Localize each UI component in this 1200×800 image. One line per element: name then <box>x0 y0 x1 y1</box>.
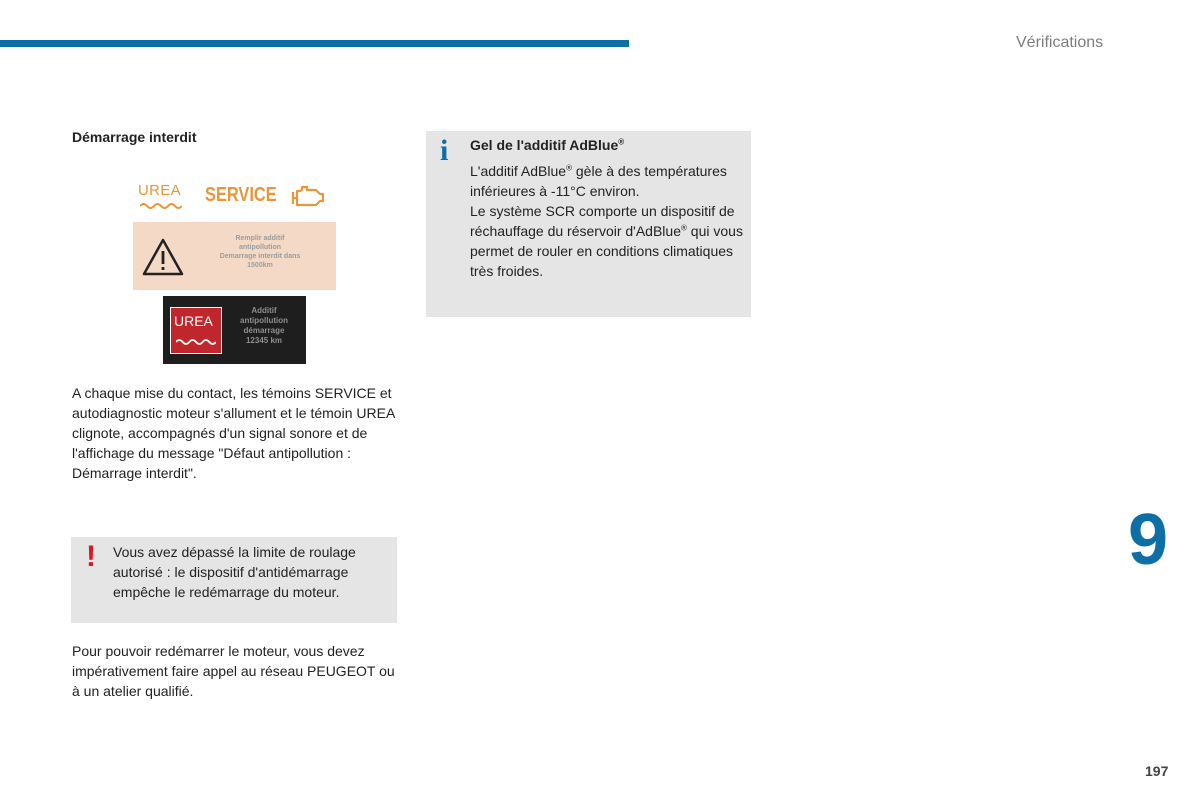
urea-lamp-label: UREA <box>138 182 181 199</box>
urea-waves-icon <box>176 338 216 346</box>
startup-paragraph: A chaque mise du contact, les témoins SERVICE et autodiagnostic moteur s'allument et le témoin UREA clignote, accompagnés d'un signal sonore et de l'affichage du message "Défaut antipollution : Démarrage interdit". <box>72 385 395 481</box>
message-line: Remplir additif <box>235 235 285 242</box>
urea-panel-line: 12345 km <box>245 336 283 345</box>
exclamation-icon: ! <box>86 540 96 573</box>
warning-callout-text: Vous avez dépassé la limite de roulage autorisé : le dispositif d'antidémarrage empêche le redémarrage du moteur. <box>113 544 356 600</box>
info-callout <box>426 131 751 317</box>
urea-panel-text <box>227 306 301 346</box>
engine-check-icon <box>288 182 328 212</box>
message-line: Demarrage interdit dans <box>219 253 301 260</box>
restart-paragraph: Pour pouvoir redémarrer le moteur, vous devez impérativement faire appel au réseau PEUGEOT ou à un atelier qualifié. <box>72 643 395 699</box>
urea-badge <box>170 307 222 354</box>
section-title: Vérifications <box>1016 34 1104 51</box>
warning-triangle-icon <box>142 237 184 277</box>
message-line: 1500km <box>247 262 273 269</box>
urea-badge-label: UREA <box>174 313 213 329</box>
service-lamp-label: SERVICE <box>205 184 277 206</box>
header-accent-bar <box>0 40 629 47</box>
warning-callout <box>71 537 397 623</box>
warning-lamps-row <box>138 182 338 212</box>
urea-panel-line: Additif <box>251 306 277 315</box>
chapter-number: 9 <box>1128 500 1169 580</box>
urea-panel-line: démarrage <box>243 326 285 335</box>
page-number: 197 <box>1145 763 1169 779</box>
message-panel-text <box>195 234 325 270</box>
info-body-paragraph: L'additif AdBlue® gèle à des températures inférieures à -11°C environ. <box>470 163 727 199</box>
message-line: antipollution <box>239 244 281 251</box>
info-body-paragraph: Le système SCR comporte un dispositif de réchauffage du réservoir d'AdBlue® qui vous permet de rouler en conditions climatiques très froides. <box>470 203 743 279</box>
urea-display-panel <box>163 296 306 364</box>
info-callout-body <box>470 161 750 281</box>
urea-waves-icon <box>140 202 182 210</box>
urea-panel-line: antipollution <box>240 316 288 325</box>
info-icon: i <box>440 134 449 167</box>
antipollution-message-panel <box>133 222 336 290</box>
info-callout-title: Gel de l'additif AdBlue® <box>470 137 625 153</box>
section-heading: Démarrage interdit <box>72 129 197 145</box>
